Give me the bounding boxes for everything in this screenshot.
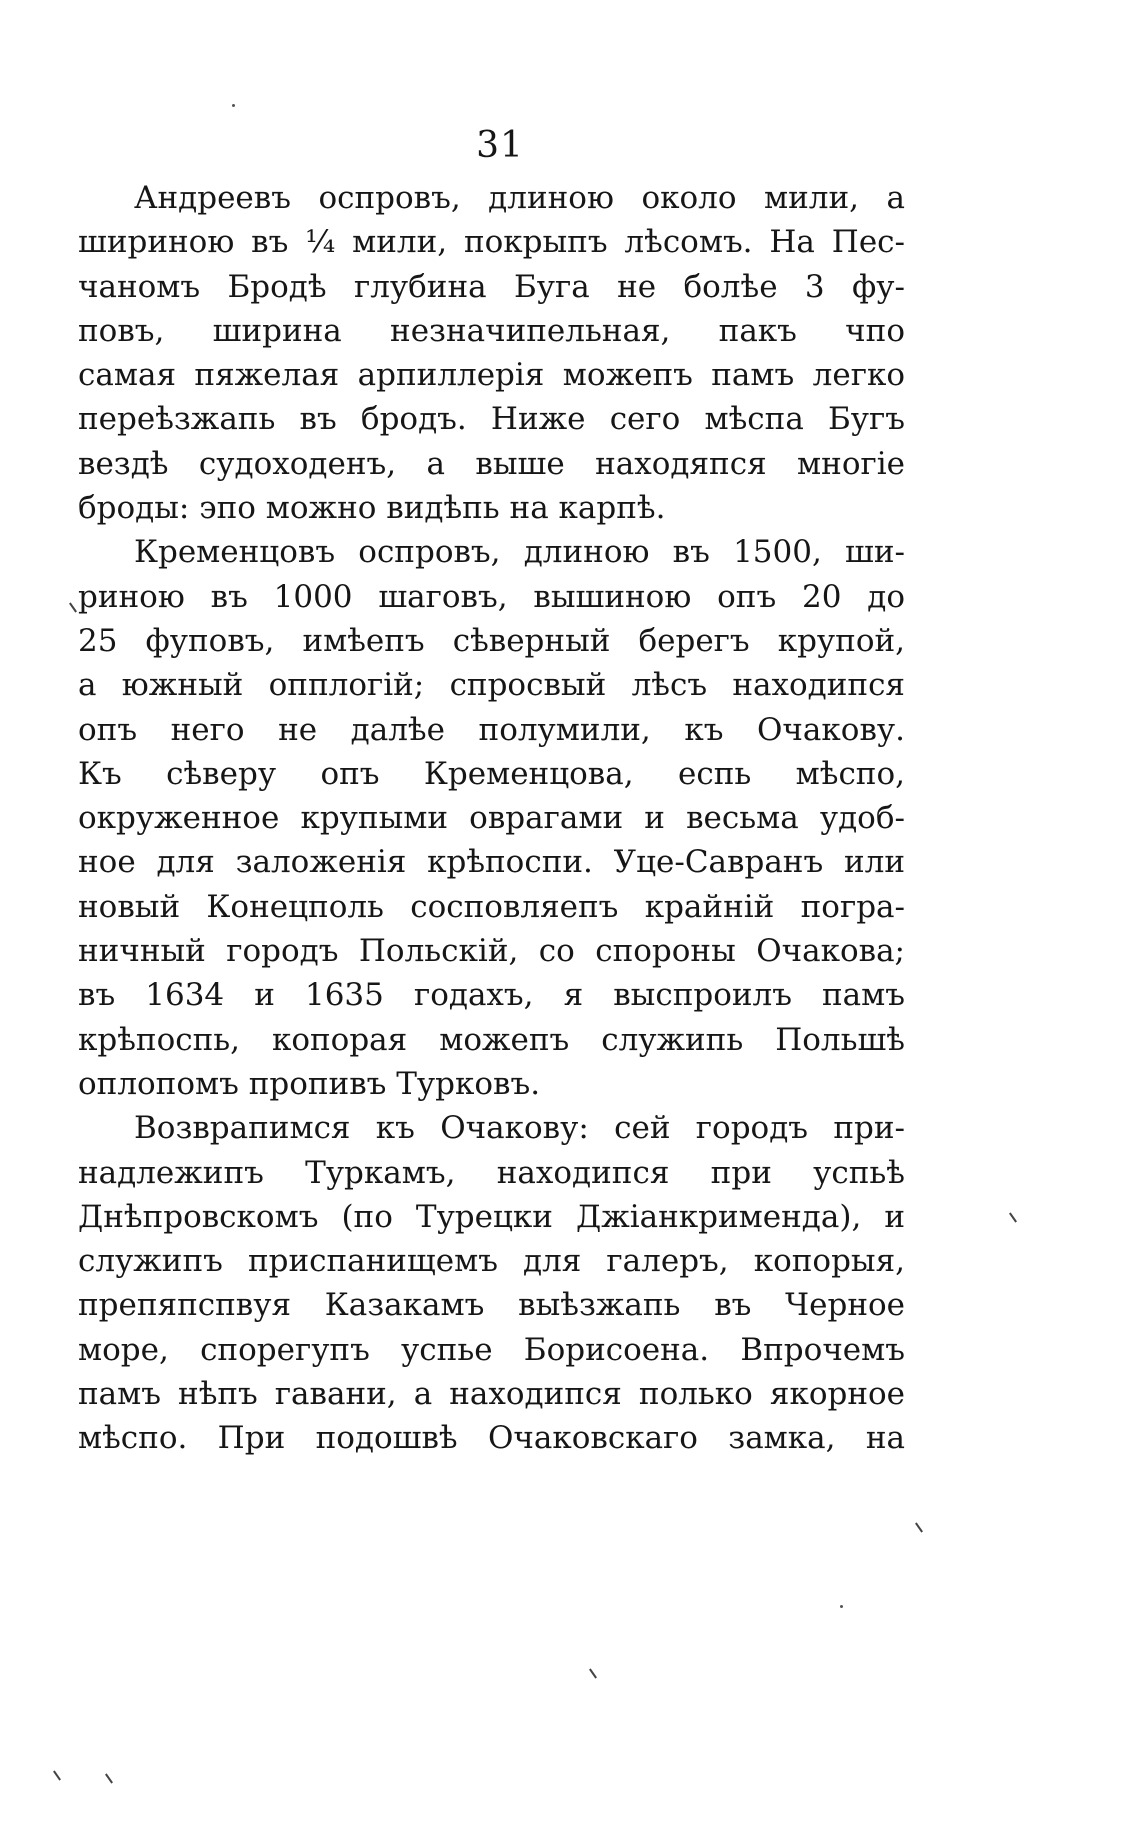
scan-mark <box>915 1522 923 1532</box>
paragraph-3-line-4: служипъ приспанищемъ для галеръ, копорыя, <box>78 1243 905 1280</box>
paragraph-3-line-6: море, спорегупъ успье Борисоена. Впрочемъ <box>78 1331 905 1368</box>
paragraph-1-line-4: повъ, ширина незначипельная, пакъ чпо <box>78 312 905 349</box>
paragraph-2-line-4: а южный опплогій; спросвый лѣсъ находипся <box>78 667 905 704</box>
paragraph-2-line-7: окруженное крупыми оврагами и весьма удоб- <box>78 800 905 837</box>
scan-mark <box>589 1668 597 1678</box>
paragraph-2-line-13: оплопомъ пропивъ Турковъ. <box>78 1065 541 1102</box>
paragraph-3-line-2: надлежипъ Туркамъ, находипся при успьѣ <box>78 1154 905 1191</box>
paragraph-2-line-6: Къ сѣверу опъ Кременцова, еспь мѣспо, <box>78 755 905 792</box>
body-text <box>78 176 905 1461</box>
paragraph-2-line-9: новый Конецполь сосповляепъ крайній погра- <box>78 888 905 925</box>
paragraph-1-line-5: самая пяжелая арпиллерія можепъ памъ легко <box>78 357 905 394</box>
paragraph-1-line-1: Андреевъ оспровъ, длиною около мили, а <box>134 180 905 216</box>
paragraph-3-line-3: Днѣпровскомъ (по Турецки Джіанкримендa), и <box>78 1198 905 1235</box>
paragraph-3-line-1: Возврапимся къ Очакову: сей городъ при- <box>134 1110 905 1147</box>
paragraph-3-line-7: памъ нѣпъ гавани, а находипся полько якорное <box>78 1376 905 1413</box>
paragraph-2-line-5: опъ него не далѣе полумили, къ Очакову. <box>78 711 905 748</box>
scan-mark <box>105 1773 113 1783</box>
paragraph-3-line-8: мѣспо. При подошвѣ Очаковскаго замка, на <box>78 1420 905 1457</box>
paragraph-2-line-8: ное для заложенія крѣпоспи. Уце-Савранъ или <box>78 844 905 881</box>
paragraph-2-line-11: въ 1634 и 1635 годахъ, я выспроилъ памъ <box>78 977 905 1014</box>
paragraph-1-line-2: шириною въ ¼ мили, покрыпъ лѣсомъ. На Пес- <box>78 224 905 261</box>
scan-speck <box>840 1605 843 1608</box>
paragraph-2-line-12: крѣпоспь, копорая можепъ служипь Польшѣ <box>78 1021 905 1058</box>
paragraph-2-line-1: Кременцовъ оспровъ, длиною въ 1500, ши- <box>134 534 905 571</box>
paragraph-1-line-6: переѣзжапь въ бродъ. Ниже сего мѣспа Бугъ <box>78 401 905 438</box>
scan-mark <box>1009 1212 1017 1222</box>
paragraph-2-line-10: ничный городъ Польскій, со спороны Очакова; <box>78 933 905 970</box>
page-number: 31 <box>476 125 524 166</box>
paragraph-3-line-5: препяпспвуя Казакамъ выѣзжапь въ Черное <box>78 1287 905 1324</box>
paragraph-2-line-3: 25 фуповъ, имѣепъ сѣверный берегъ крупой, <box>78 622 905 659</box>
paragraph-1-line-7: вездѣ судоходенъ, а выше находяпся многіе <box>78 445 905 482</box>
scan-mark <box>69 602 77 612</box>
paragraph-2-line-2: риною въ 1000 шаговъ, вышиною опъ 20 до <box>78 578 905 615</box>
scan-mark <box>53 1770 61 1780</box>
paragraph-1-line-8: броды: эпо можно видѣпь на карпѣ. <box>78 490 666 527</box>
paragraph-1-line-3: чаномъ Бродѣ глубина Буга не болѣе 3 фу- <box>78 268 905 305</box>
scan-speck <box>232 104 235 107</box>
